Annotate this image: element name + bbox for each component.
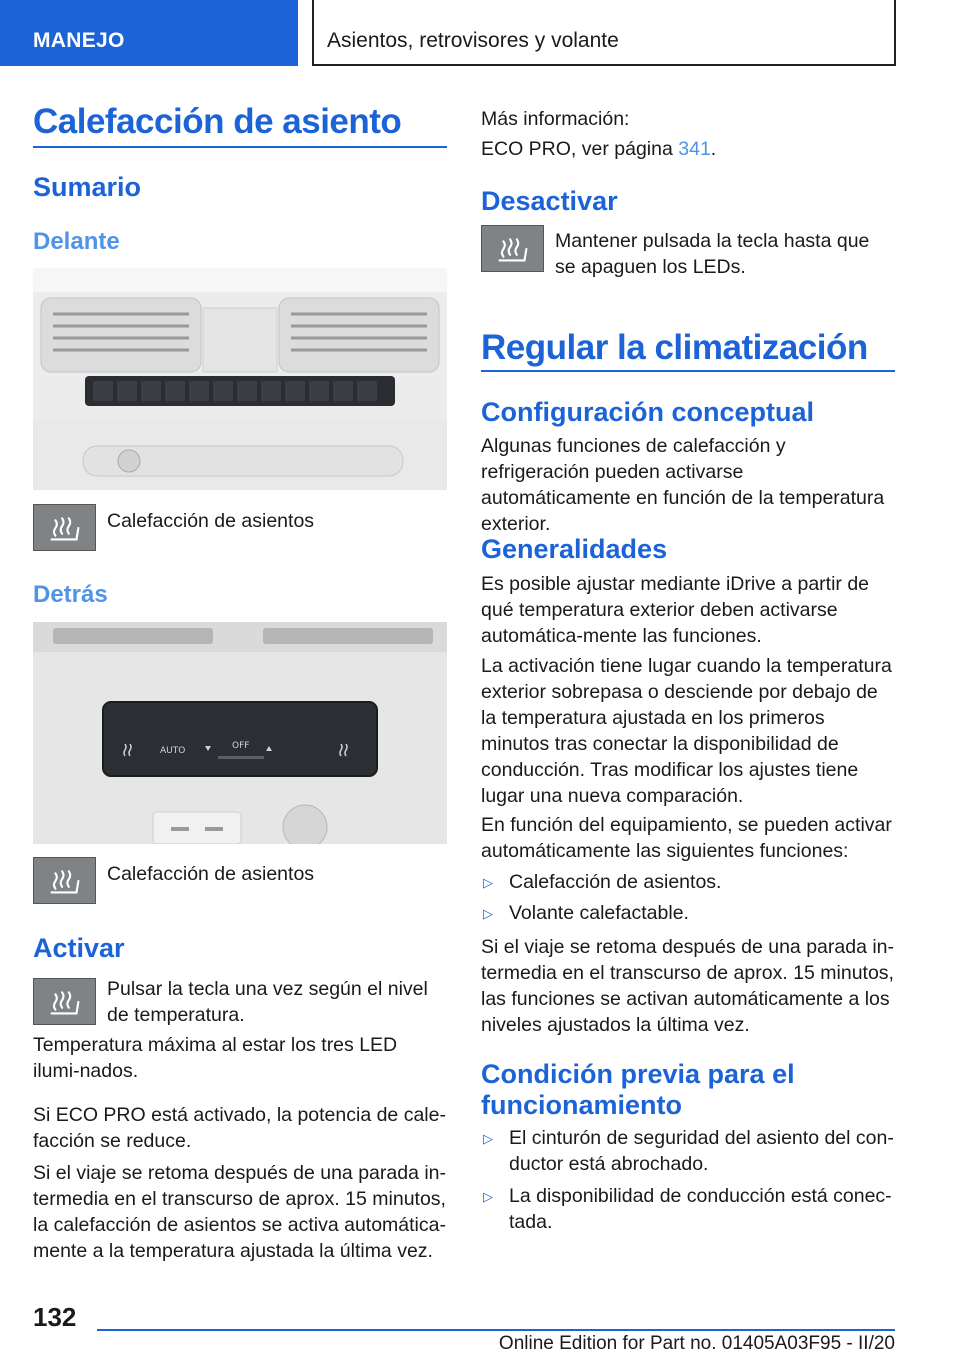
resume-text: Si el viaje se retoma después de una parada in-termedia en el transcurso de aprox. 15 minutos, la calefacción de asientos se activa automática-mente a la temperatura ajustada la última vez. <box>33 1162 447 1262</box>
rear-off-label: OFF <box>232 741 250 751</box>
footer-rule <box>97 1329 895 1331</box>
seat-heating-button-icon <box>33 857 96 904</box>
general-paragraph-2: La activación tiene lugar cuando la temperatura exterior sobrepasa o desciende por debajo de la temperatura ajustada en los primeros minutos tras conectar la disponibilidad de conducción. Tras modificar los ajustes tiene lugar una nueva comparación. <box>481 655 892 807</box>
climate-title: Regular la climatización <box>481 328 868 367</box>
front-caption: Calefacción de asientos <box>107 510 315 532</box>
section-tab[interactable] <box>0 0 298 66</box>
list-item: El cinturón de seguridad del asiento del con-ductor está abrochado. <box>509 1127 894 1175</box>
concept-text: Algunas funciones de calefacción y refrigeración pueden activarse automáticamente en función de la temperatura exterior. <box>481 435 885 535</box>
front-console-photo <box>33 268 447 490</box>
rear-caption: Calefacción de asientos <box>107 863 315 885</box>
precondition-heading-line-2: funcionamiento <box>481 1090 682 1120</box>
bullet-arrow-icon: ▷ <box>483 875 493 890</box>
rear-auto-label: AUTO <box>160 746 186 756</box>
general-paragraph-4: Si el viaje se retoma después de una parada in-termedia en el transcurso de aprox. 15 minutos, las funciones se activan automáticamente a los niveles ajustados la última vez. <box>481 936 895 1036</box>
seat-heating-button-icon <box>481 225 544 272</box>
summary-heading: Sumario <box>33 172 142 202</box>
general-paragraph-3: En función del equipamiento, se pueden activar automáticamente las siguientes funciones: <box>481 814 892 862</box>
general-paragraph-1: Es posible ajustar mediante iDrive a partir de qué temperatura exterior deben activarse automática-mente las funciones. <box>481 573 870 647</box>
more-info-label: Más información: <box>481 108 630 130</box>
deactivate-heading: Desactivar <box>481 186 618 216</box>
list-item: La disponibilidad de conducción está conec-tada. <box>509 1185 892 1233</box>
page-title: Calefacción de asiento <box>33 102 402 141</box>
deactivate-text: Mantener pulsada la tecla hasta que se apaguen los LEDs. <box>555 230 870 278</box>
seat-heating-button-icon <box>33 504 96 551</box>
max-temp-text: Temperatura máxima al estar los tres LED ilumi-nados. <box>33 1034 398 1082</box>
rear-heading: Detrás <box>33 581 108 608</box>
edition-label: Online Edition for Part no. 01405A03F95 - II/20 <box>498 1333 895 1354</box>
list-item: Calefacción de asientos. <box>509 871 722 893</box>
bullet-arrow-icon: ▷ <box>483 1131 493 1146</box>
eco-page-link[interactable]: 341 <box>678 138 711 160</box>
concept-heading: Configuración conceptual <box>481 397 815 427</box>
list-item: Volante calefactable. <box>509 902 689 924</box>
bullet-arrow-icon: ▷ <box>483 1189 493 1204</box>
page-number: 132 <box>33 1302 77 1332</box>
eco-reference-text: ECO PRO, ver página <box>481 138 679 160</box>
eco-text: Si ECO PRO está activado, la potencia de cale-facción se reduce. <box>33 1104 446 1152</box>
precondition-heading-line-1: Condición previa para el <box>481 1059 795 1089</box>
eco-reference <box>481 136 716 162</box>
activate-heading: Activar <box>33 933 125 963</box>
climate-title-rule <box>481 370 895 372</box>
chapter-label: Asientos, retrovisores y volante <box>327 29 619 52</box>
section-label: MANEJO <box>33 29 125 52</box>
activate-text: Pulsar la tecla una vez según el nivel de temperatura. <box>107 978 428 1026</box>
eco-reference-end: . <box>710 138 717 160</box>
seat-heating-button-icon <box>33 978 96 1025</box>
chapter-header <box>312 0 896 66</box>
bullet-arrow-icon: ▷ <box>483 906 493 921</box>
title-rule <box>33 146 447 148</box>
front-heading: Delante <box>33 228 120 255</box>
general-heading: Generalidades <box>481 534 668 564</box>
rear-console-photo <box>33 622 447 844</box>
